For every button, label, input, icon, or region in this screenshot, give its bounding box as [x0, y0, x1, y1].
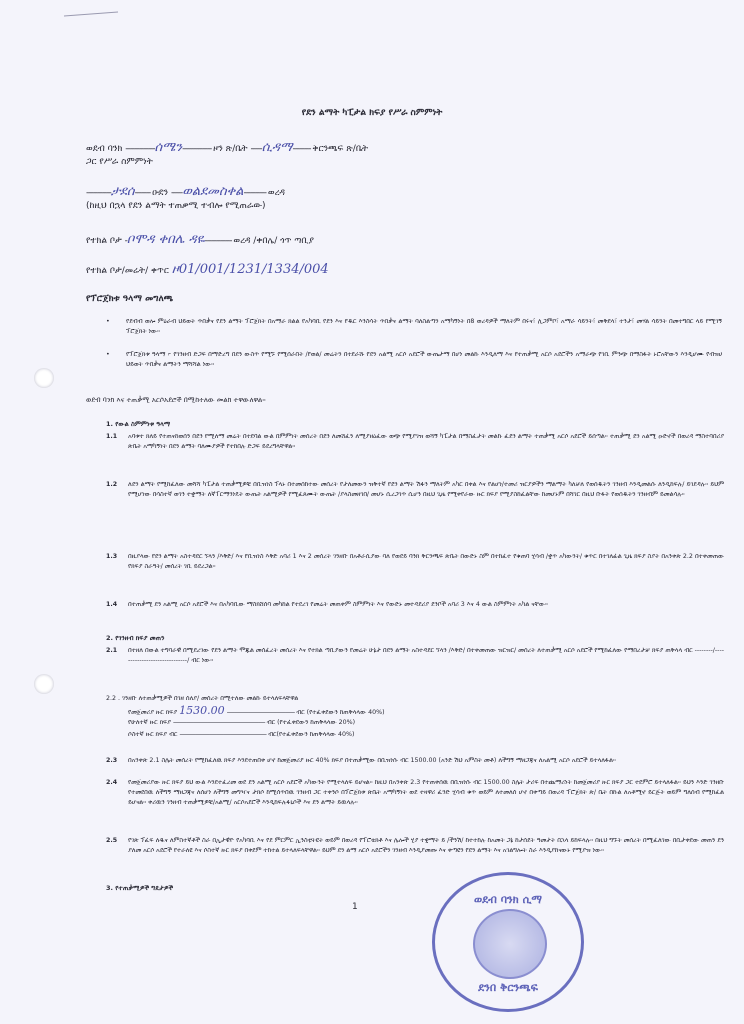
- section-2-title: 2. የገንዘብ ክፍያ መጠን: [106, 634, 165, 642]
- clause-2-1: 2.1 በተዘለ በውል ተግባራዊ በሚደረገው የደን ልማት ሞጁል መሰፈረት መሰረት እና የተክል ጣቢያውን የመሬት ሁኔታ በደን ልማት አስተዳደር ኘላን /እቅድ/ በተቀመጠው ዝርዝር/ መሰረት ለተጠቃሚ አርሶ አደሮች የሚከፈለው የማበረታቻ ክፍያ ጠቅላላ ብር --------/------------------------------/ ብር ነው፡፡: [106, 647, 724, 665]
- payment-header: 2.2 . ገንዘቡ ለተጠቃሚዎች በገዘ ሰለያ/ መሰረት በሚተለው መልኩ ይተላለፍላቸዋል: [106, 695, 299, 702]
- section-3-title: 3. የተጠቃሚዎች ግዴታዎች: [106, 884, 174, 892]
- clause-1-3: 1.3 በዚያላው የደን ልማት አስተዳደር ኘላን /እቅድ/ እና የቢዝነስ እቅድ አባሪ 1 እና 2 መሰረት ገንዘቡ በአቶራሲያው ባለ የወደይ ባንክ ቅርንጫፍ ጽቤት በውድኑ ስም በተከፈተ የቁጠባ ሂሳብ /ቋጥ አካውንት/ ቁጥር በተገለፊል ጊዜ ክፍያ ስያት በአንቀጽ 2.2 በተቀመጠው የክፍያ ስራዓት/ መሰረት ገቢ ይደረጋል፡፡: [106, 553, 724, 571]
- clause-2-5: 2.5 የገጽ ፕፈፍ ለዱና ለምስተኛቶች ስራ በኢታዊዮ የአካባቢ እና የደ ምርምር ኢንስቲትዩት ወይም በወረዳ የፕሮቴክቶ እና ሌሎች ሂያ ተቋማት ይ /ችንሽ/ ከተተከሉ ከአመት ጋኔ ከታሰደት ዓመታት በኋላ ይከፍላሉ፡፡ በዚህ ግኙት መሰረት በሚፈለገው በቢታቀደው መጠን ደን ያለመ አርሶ አደሮች የተራለዩ እና ሶስተኛ ዙር ክፍያ በቀደም ተከተል ይተላለፍላቸዋል፡፡ ይህም ደን ልማ አርሶ አደሮችን ገንዘብ እንዲያመጡ እና ቀጣዩን የደን ልማት እና አገልግሎት ስራ እንዲያከናውኑ የሚያዝ ነው፡፡: [106, 837, 724, 855]
- address-line: የተክል ቦታ -ቦሞዳ ቀበሌ ዳዬ------------ ወረዳ /ቀበሌ/ ጎጥ ጣቢያ: [86, 232, 314, 247]
- clause-2-4: 2.4 የመጀመሪያው ዙር ክፍያ ይህ ውል እንደተፈረመ ወደ ደን አልሚ አርሶ አደሮች አካውንት የሚተላለፍ ይሆናል፡፡ ከዚህ በአንቀጽ 2.3 የተጠቀሰዉ በቢዝነሱ ብር 1500.00 ስሌት ታሪፍ በተጨማሪነት ከመጀመሪያ ዙር ክፍያ ጋር ተደምሮ ይተላለፋል፡፡ ይህን እንድ ገንዘቡ የተመደበዉ ለችግኝ ማዘጋጃና ለሰሆነ ለችግኝ መግዣና ታክሶ ከሚሰጥበዉ ገንዘብ ጋር ተቀንሶ በፕሮጀክቱ ጽቤት አማካኝነት ወደ ተዛዋሪ ፈንድ ሂሳብ ቁጥ ወይም ለተመለሰ ሆኖ በቀጣይ በወረዳ ፕሮጀክት ጽ/ ቤት በኩል ለአቶሚኖ ይርጅት ወይም ግለሰብ የሚከፈል ይሆናል፡፡ ቀሪዉን ገንዘብ ተጠቃሚዎቹ/አልሚ/ አርሶአደሮች እንዲከፍሉፋኒሶች እና ደን ልማት ይዉላሉ፡፡: [106, 779, 724, 807]
- stamp-top-text: ወደብ ባንክ ሲማ: [474, 893, 542, 906]
- punch-hole: [34, 368, 54, 388]
- address-suffix: ወረዳ /ቀበሌ/ ጎጥ ጣቢያ: [233, 236, 314, 246]
- name-handwritten: ታደሰ: [110, 184, 135, 199]
- payment-row: የመጀመሪያ ዙር ክፍያ 1530.00 ----------------------------------------------------- ብር (የተፈቀደውን ከጠቅላላው 40%): [128, 704, 385, 717]
- office-label: ቅርንጫፍ ጽ/ቤት: [312, 144, 369, 154]
- woreda-label: ወረዳ: [267, 188, 285, 198]
- bullet-item: • የደብብ ወሎ ምዕራብ ህይወት ጥበቃና የደን ልማት ፕሮጀክት በአማራ ክልል የአካባቢ የደን እና የዱር እንስሳት ጥበቃና ልማት ባለስልጣን አማካኝነት በ8 ወረዳዎች ማለትም በሩና፣ ሊጋምቦ፣ አማራ ሳይንት፣ መቅደላ፣ ተንታ፣ መሃል ሳይንት በመተግበር ላይ የሚገኝ ፕሮጀክት ነው፡፡: [106, 318, 722, 336]
- purpose-label: የፕሮጀክቱ ዓላማ መግለጫ: [86, 294, 174, 304]
- agreement-label: ጋር የሥራ ስምምነት: [86, 157, 153, 167]
- document-title: የደን ልማት ካፒታል ክፍያ የሥራ ስምምነት: [301, 108, 443, 118]
- beneficiary-note: (ከዚህ በኋላ የደን ልማት ተጠቃሚ ተብሎ የሚጠራው): [86, 201, 266, 211]
- bank-line: ወደብ ባንክ -------------ሰሜን------------- ዞን ጽ/ቤት -----ሲዳማ-------- ቅርንጫፍ ጽ/ቤት: [86, 140, 369, 155]
- stamp-bottom-text: ደንበ ቅርንጫፍ: [478, 981, 538, 994]
- scan-mark: [60, 6, 120, 26]
- clause-1-4: 1.4 በተጠቃሚ ደን አልሚ አርሶ አደሮች እና በአካባቢው ማስክሸሰባ መካከል የተደረገ የመሬት መጠቀም ስምምነት እና የውድኑ መተዳደሪያ ደንቦች አባሪ 3 እና 4 ውል ስምምነት አካል ናቸው፡፡: [106, 601, 548, 608]
- bank-label: ወደብ ባንክ: [86, 144, 123, 154]
- clause-2-3: 2.3 በአንቀጽ 2.1 ስሌት መሰረት የሚከፈለዉ ክፍያ እንደተጠበቀ ሆኖ ከመጀመሪያ ዙር 40% ክፍያ በተጠቃሚው በቢዝነሱ ብር 1500.00 (አንድ ሽህ አምስት መቶ) ለችግኝ ማዘጋጃና ለአልሚ አርሶ አደሮች ይተላለፋል፡፡: [106, 757, 616, 764]
- bullet-item: • የፕሮጀክቱ ዓላማ ፦ የገንዘብ ድጋፍ በማድረግ በደን ውስጥ የሚኙ የሚሰራበት /የወል/ መሬትን በተደራሹ የደን አልሚ አርሶ አደሮች ውጤታማ በሆነ መልኩ እንዲለማ እና የተጠቃሚ አርሶ አደሮችን አማራጭ የገቢ ምንጭ በማስፋት ኑሮአቸውን እንዲሆሙ የብዝሀ ህይወት ጥበቃና ልማትን ማሻሻል ነው፡፡: [106, 351, 722, 369]
- id-label: የተክል ቦታ/መሬት/ ቀጥር: [86, 266, 169, 276]
- name-label: ዑደን: [152, 188, 169, 198]
- address-label: የተክል ቦታ: [86, 236, 122, 246]
- clause-1-2: 1.2 ለደን ልማት የሚከፈለው መሻሻ ካፒታል ተጠቃሚዎቹ በቢዝነስ ፕላኑ በተመሰከተው መሰረት የታለመውን ዝቅተኛ የደን ልማት ሽፋን ማለትም አካር በቀል እና የልሆነ/ተመሪ ዝርያዎችን ማልማት ካለቻለ የወሰዱትን ገንዘብ እንዲመልሱ ለንዲከፍሉ/ ይገደዳሉ፡፡ ይህም የሚሆነው በሳስተኛ ወገን ተቋማት ለኛፐርማንነዴት ውጤት አልሚዎች የሚፈጸሙት ውጤት /ያላስመዘገበ/ መሆኑ ሲረጋገጥ ሲሆን በዚህ ጊዜ የሚቀየራው ዙር ክፍያ የሚያስከፈልቸው ከመሆኑም በሻገር በዚህ ቡፋት የወሰዱትን ገንዘብም ይመልሳሉ፡፡: [106, 481, 724, 499]
- name-line: -----------ታደሰ------- ዑደን -----ወልደመስቀል---------- ወረዳ: [86, 184, 285, 199]
- page-number: 1: [352, 902, 358, 912]
- payment-row: ሶስተኛ ዙር ክፍያ ብር -------------------------------------------------------------------- ብር(የተፈቀደውን ከጠቅላላው 40%): [128, 731, 355, 738]
- clause-1-1: 1.1 አባቱተ ክለይ የተጠናከወሰን በደን የሚለማ መሬት በተደባል ውል በምምነት መሰረት በደን ለመሸፈን ለሚያዘዕፈው ወጭ የሚያገዝ ወሻኝ ካፒታል በማስፈታት መልኩ ፈደን ልማት ተጠቃሚ አርሶ አደሮች ይሰጣል፡፡ ተጠቃሚ ደን አልሚ ዑድኖች በወረዳ ማስተባበሪያ ጽቤት አማካኝነት በደን ልማት ባለሙያዎች የተከበሉ ድጋፍ ይደረግላቸዋል፡፡: [106, 433, 724, 451]
- address-handwritten: ቦሞዳ ቀበሌ ዳዬ: [126, 232, 205, 247]
- branch-handwritten: ሲዳማ: [261, 140, 293, 155]
- bank-handwritten: ሰሜን: [154, 140, 183, 155]
- section-1-title: 1. የውል ስምምነቱ ዓላማ: [106, 420, 171, 428]
- id-line: [86, 262, 329, 277]
- official-stamp: [432, 872, 584, 1012]
- intro-text: ወደብ ባንክ እና ተጠቃሚ አርሶአደሮች በሚከተለው መልክ ተዋውለዋል፡፡: [86, 396, 266, 404]
- stamp-emblem-icon: [473, 909, 547, 979]
- id-handwritten: ዞ01/001/1231/1334/004: [171, 262, 329, 277]
- payment-row: የሁለተኛ ዙር ክፍያ ------------------------------------------------------------------------ ብር (የተፈቀደውን ከጠቅላላው 20%): [128, 719, 356, 726]
- punch-hole: [34, 674, 54, 694]
- name2-handwritten: ወልደመስቀል: [182, 184, 244, 199]
- branch-label: ዞን ጽ/ቤት: [213, 144, 248, 154]
